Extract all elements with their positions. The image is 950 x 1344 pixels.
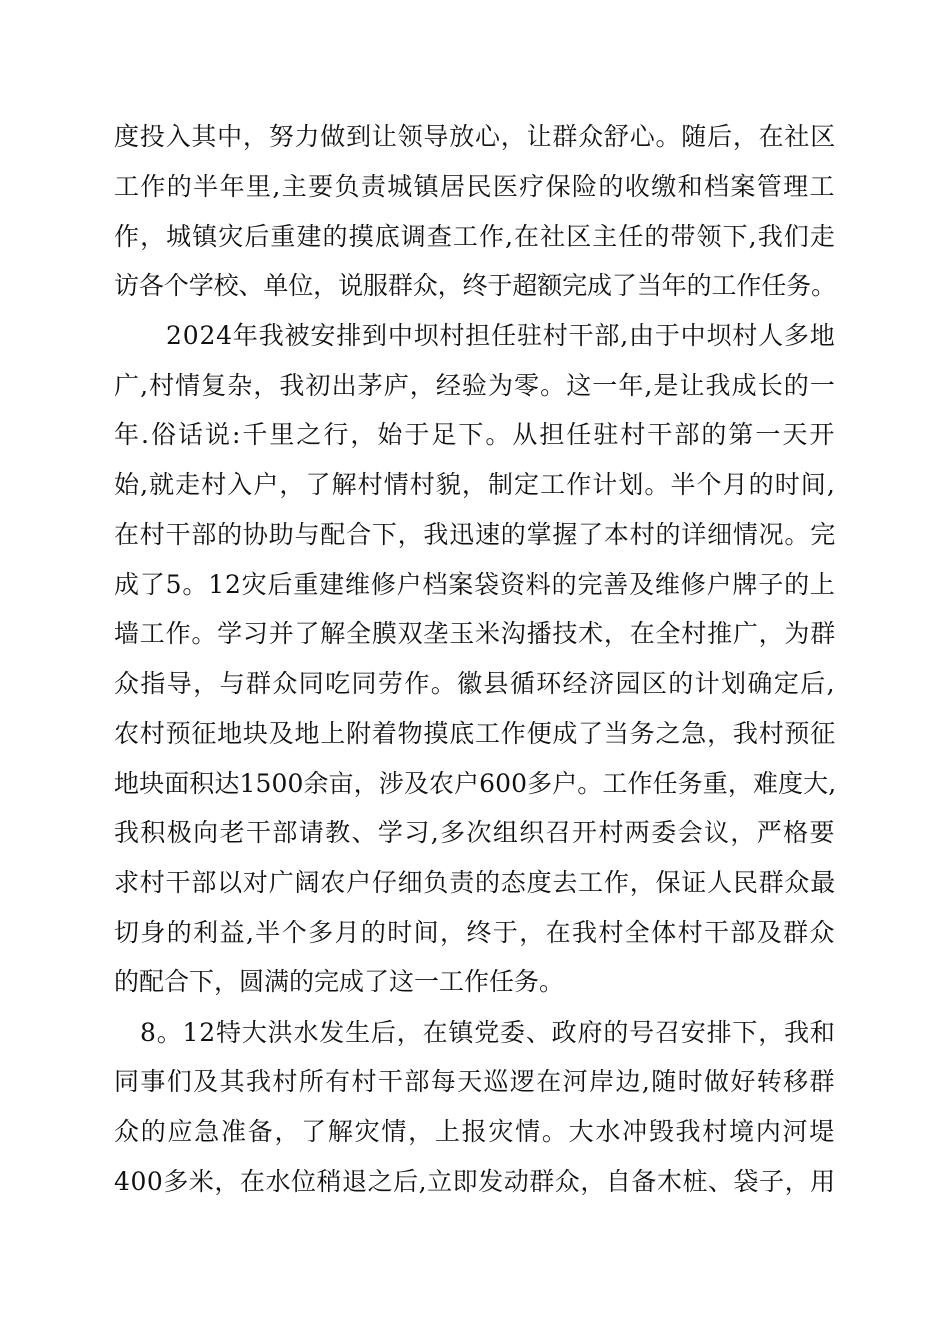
text-line: 我积极向老干部请教、学习,多次组织召开村两委会议，严格要 <box>114 818 836 847</box>
text-line: 求村干部以对广阔农户仔细负责的态度去工作，保证人民群众最 <box>114 868 837 897</box>
text-line: 年.俗话说:千里之行，始于足下。从担任驻村干部的第一天开 <box>114 420 837 449</box>
text-line: 地块面积达1500余亩，涉及农户600多户。工作任务重，难度大, <box>114 769 837 798</box>
text-line: 切身的利益,半个多月的时间，终于，在我村全体村干部及群众 <box>114 918 836 947</box>
text-line: 农村预征地块及地上附着物摸底工作便成了当务之急，我村预征 <box>114 719 837 748</box>
text-line: 400多米，在水位稍退之后,立即发动群众，自备木桩、袋子，用 <box>114 1167 836 1196</box>
text-line: 的配合下，圆满的完成了这一工作任务。 <box>114 967 565 996</box>
text-line: 访各个学校、单位，说服群众，终于超额完成了当年的工作任务。 <box>114 271 837 300</box>
text-line: 众指导，与群众同吃同劳作。徽县循环经济园区的计划确定后, <box>114 669 836 698</box>
paragraph-first-line: 8。12特大洪水发生后，在镇党委、政府的号召安排下，我和 <box>140 1018 836 1047</box>
text-line: 在村干部的协助与配合下，我迅速的掌握了本村的详细情况。完 <box>114 520 837 549</box>
text-line: 成了5。12灾后重建维修户档案袋资料的完善及维修户牌子的上 <box>114 570 836 599</box>
text-line: 同事们及其我村所有村干部每天巡逻在河岸边,随时做好转移群 <box>114 1067 836 1096</box>
text-line: 广,村情复杂，我初出茅庐，经验为零。这一年,是让我成长的一 <box>114 371 836 400</box>
text-line: 工作的半年里,主要负责城镇居民医疗保险的收缴和档案管理工 <box>114 172 836 201</box>
text-line: 度投入其中，努力做到让领导放心，让群众舒心。随后，在社区 <box>114 122 837 151</box>
text-line: 始,就走村入户，了解村情村貌，制定工作计划。半个月的时间, <box>114 470 836 499</box>
text-line: 众的应急准备，了解灾情，上报灾情。大水冲毁我村境内河堤 <box>114 1117 837 1146</box>
text-line: 墙工作。学习并了解全膜双垄玉米沟播技术，在全村推广，为群 <box>114 619 837 648</box>
paragraph-first-line: 2024年我被安排到中坝村担任驻村干部,由于中坝村人多地 <box>166 321 836 350</box>
text-line: 作，城镇灾后重建的摸底调查工作,在社区主任的带领下,我们走 <box>114 222 836 251</box>
